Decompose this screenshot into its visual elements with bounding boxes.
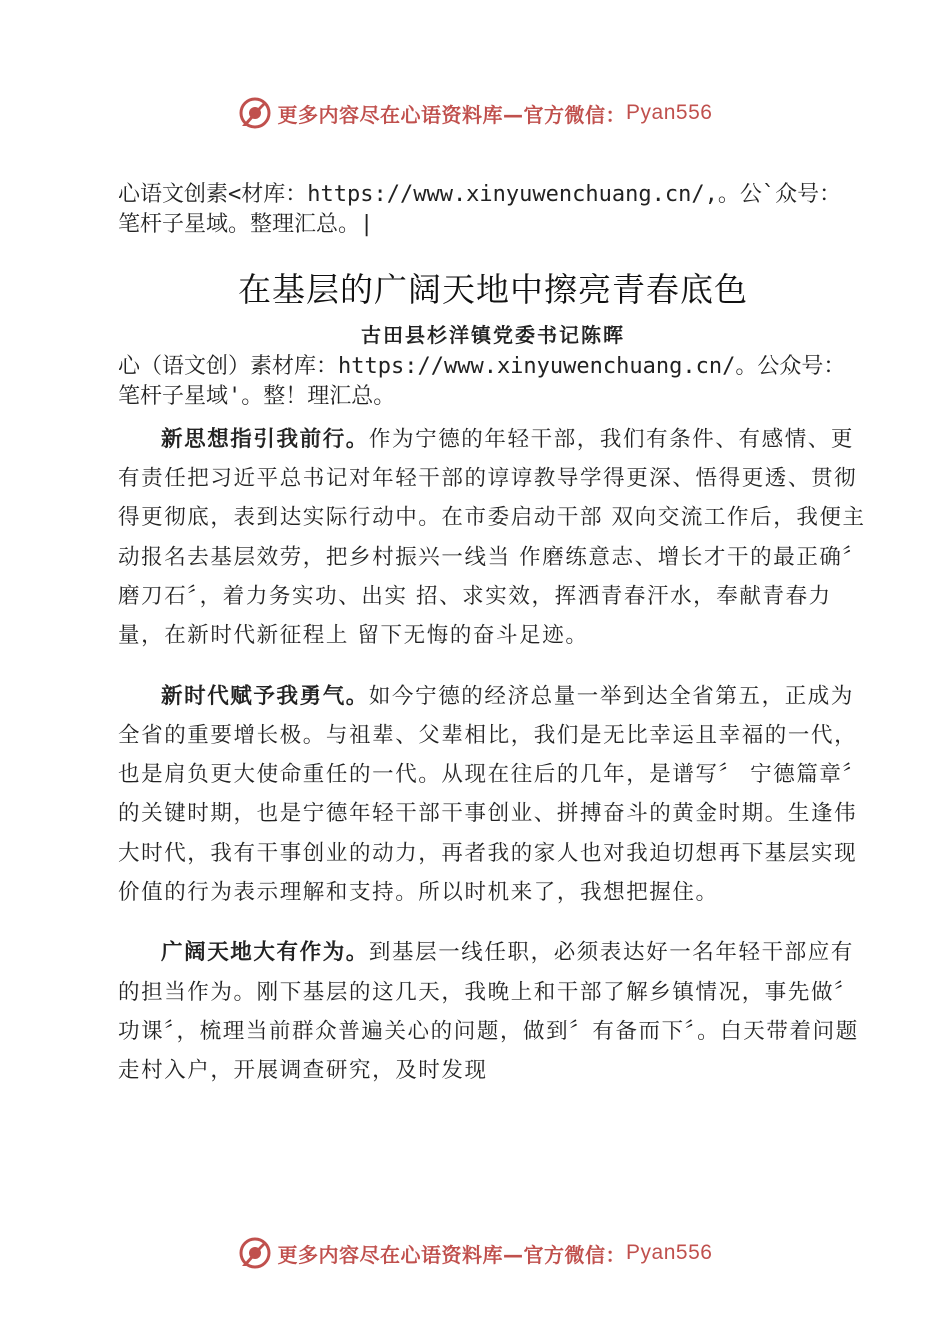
paragraph-lead: 新思想指引我前行。 [161, 427, 369, 452]
paragraph-text: 如今宁德的经济总量一举到达全省第五，正成为全省的重要增长极。与祖辈、父辈相比，我们是无比幸运且幸福的一代，也是肩负更大使命重任的一代。从现在往后的几年，是谱写〞 宁德篇章〞 的关键时期，也是宁德年轻干部干事创业、拼搏奋斗的黄金时期。生逢伟大时代，我有干事创业的动力，再者我的家人也对我迫切想再下基层实现价值的行为表示理解和支持。所以时机来了，我想把握住。 [118, 683, 866, 905]
banner-text: 更多内容尽在心语资料库—官方微信： [277, 1242, 627, 1267]
article-title: 在基层的广阔天地中擦亮青春底色 [238, 270, 748, 309]
paragraph-lead: 新时代赋予我勇气。 [161, 683, 369, 709]
article-author: 古田县杉洋镇党委书记陈晖 [361, 323, 625, 347]
sub-note-line-1: 心（语文创）素材库：https://www.xinyuwenchuang.cn/。公众号： [118, 354, 846, 379]
paragraph-1 [118, 420, 868, 655]
paragraph-3 [118, 933, 868, 1090]
paragraph-lead: 广阔天地大有作为。 [161, 940, 369, 966]
paragraph-text: 到基层一线任职，必须表达好一名年轻干部应有的担当作为。刚下基层的这几天，我晚上和干部了解乡镇情况，事先做〞功课〞，梳理当前群众普遍关心的问题，做到〞有备而下〞。白天带着问题走村入户，开展调查研究，及时发现 [118, 940, 859, 1084]
footer-banner [0, 1233, 950, 1273]
quill-logo-icon [238, 96, 272, 130]
paragraph-2 [118, 677, 868, 912]
banner-text: 更多内容尽在心语资料库—官方微信： [277, 102, 627, 127]
banner-wechat-id: Pyan556 [626, 1241, 713, 1264]
header-note-line-2: 笔杆子星域。整理汇总。| [118, 212, 374, 237]
banner-wechat-id: Pyan556 [626, 101, 713, 124]
header-banner [0, 93, 950, 133]
sub-note-line-2: 笔杆子星域'。整！理汇总。 [118, 384, 396, 409]
document-body [118, 180, 868, 1112]
header-note-line-1: 心语文创素<材库：https://www.xinyuwenchuang.cn/,。公`众号： [118, 182, 842, 207]
quill-logo-icon [238, 1236, 272, 1270]
paragraph-text: 作为宁德的年轻干部，我们有条件、有感情、更有责任把习近平总书记对年轻干部的谆谆教导学得更深、悟得更透、贯彻得更彻底，表到达实际行动中。在市委启动干部 双向交流工作后，我便主动报名去基层效劳，把乡村振兴一线当 作磨练意志、增长才干的最正确〞磨刀石〞，着力务实功、出实 招、求实效，挥洒青春汗水，奉献青春力量，在新时代新征程上 留下无悔的奋斗足迹。 [118, 427, 866, 649]
